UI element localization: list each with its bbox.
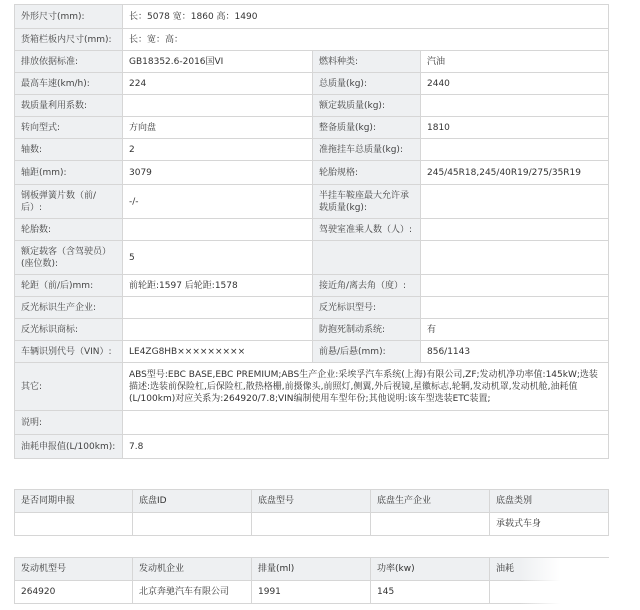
spec-row: [15, 241, 609, 275]
spec-label-cell: 最高车速(km/h):: [15, 73, 123, 95]
spec-value-cell: 长：5078 宽：1860 高：1490: [123, 5, 609, 29]
spec-row: [15, 161, 609, 185]
chassis-value-cell: [15, 513, 133, 536]
spec-label-cell: [313, 241, 421, 275]
spec-row: [15, 363, 609, 411]
spec-value-cell: [421, 297, 609, 319]
spec-value-cell: -/-: [123, 185, 313, 219]
chassis-value-cell: [133, 513, 252, 536]
spec-label-cell: 轮距（前/后)mm:: [15, 275, 123, 297]
engine-header-cell: 油耗: [490, 558, 609, 581]
spec-label-cell: 额定载质量(kg):: [313, 95, 421, 117]
spec-row: [15, 29, 609, 51]
spec-value-cell: LE4ZG8HB×××××××××: [123, 341, 313, 363]
spec-label-cell: 外形尺寸(mm):: [15, 5, 123, 29]
spec-label-cell: 整备质量(kg):: [313, 117, 421, 139]
spec-label-cell: 反光标识生产企业:: [15, 297, 123, 319]
spec-value-cell: [421, 241, 609, 275]
spec-row: [15, 219, 609, 241]
spec-value-cell: [421, 275, 609, 297]
spec-value-cell: ABS型号:EBC BASE,EBC PREMIUM;ABS生产企业:采埃孚汽车系统(上海)有限公司,ZF;发动机净功率值:145kW;选装描述:选装前保险杠,后保险杠,散热格栅,前摄像头,前照灯,侧翼,外后视镜,星徽标志,轮辋,发动机罩,发动机舱,油耗值(L/100km)对应关系为:264920/7.8;VIN编制使用车型年份;其他说明:该车型选装ETC装置;: [123, 363, 609, 411]
spec-label-cell: 接近角/离去角（度）:: [313, 275, 421, 297]
spec-value-cell: 224: [123, 73, 313, 95]
spec-row: [15, 95, 609, 117]
chassis-value-cell: [252, 513, 371, 536]
spec-label-cell: 钢板弹簧片数（前/后）:: [15, 185, 123, 219]
spec-row: [15, 341, 609, 363]
spec-label-cell: 反光标识型号:: [313, 297, 421, 319]
spec-value-cell: 1810: [421, 117, 609, 139]
spec-row: [15, 185, 609, 219]
spec-value-cell: 2: [123, 139, 313, 161]
spec-label-cell: 转向型式:: [15, 117, 123, 139]
spec-label-cell: 排放依据标准:: [15, 51, 123, 73]
spec-value-cell: 7.8: [123, 435, 609, 459]
spec-row: [15, 411, 609, 435]
spec-label-cell: 准拖挂车总质量(kg):: [313, 139, 421, 161]
spec-value-cell: [123, 319, 313, 341]
spec-value-cell: GB18352.6-2016国VI: [123, 51, 313, 73]
chassis-value-cell: 承载式车身: [490, 513, 609, 536]
engine-header-cell: 发动机企业: [133, 558, 252, 581]
spec-label-cell: 前悬/后悬(mm):: [313, 341, 421, 363]
spec-label-cell: 轴距(mm):: [15, 161, 123, 185]
spec-row: [15, 435, 609, 459]
chassis-header-cell: 底盘ID: [133, 490, 252, 513]
spec-value-cell: [421, 95, 609, 117]
spec-label-cell: 额定载客（含驾驶员）(座位数):: [15, 241, 123, 275]
spec-value-cell: [421, 139, 609, 161]
engine-header-cell: 功率(kw): [371, 558, 490, 581]
spec-value-cell: 有: [421, 319, 609, 341]
spec-value-cell: [123, 95, 313, 117]
engine-header-cell: 排量(ml): [252, 558, 371, 581]
spec-value-cell: [421, 185, 609, 219]
spec-label-cell: 驾驶室准乘人数（人）:: [313, 219, 421, 241]
spec-value-cell: 3079: [123, 161, 313, 185]
spec-label-cell: 总质量(kg):: [313, 73, 421, 95]
spec-label-cell: 半挂车鞍座最大允许承载质量(kg):: [313, 185, 421, 219]
spec-label-cell: 货箱栏板内尺寸(mm):: [15, 29, 123, 51]
chassis-header-row: [15, 490, 609, 513]
spec-row: [15, 73, 609, 95]
chassis-table: [14, 489, 609, 536]
chassis-value-row: [15, 513, 609, 536]
engine-value-cell: 264920: [15, 581, 133, 604]
spec-label-cell: 轮胎数:: [15, 219, 123, 241]
chassis-header-cell: 底盘生产企业: [371, 490, 490, 513]
engine-value-cell: 145: [371, 581, 490, 604]
vehicle-spec-table: [14, 4, 609, 459]
chassis-header-cell: 是否同期申报: [15, 490, 133, 513]
spec-label-cell: 油耗申报值(L/100km):: [15, 435, 123, 459]
edge-fade: [520, 558, 610, 608]
chassis-header-cell: 底盘类别: [490, 490, 609, 513]
spec-value-cell: [123, 219, 313, 241]
spec-value-cell: 5: [123, 241, 313, 275]
spec-row: [15, 139, 609, 161]
engine-value-cell: 北京奔驰汽车有限公司: [133, 581, 252, 604]
spec-label-cell: 轴数:: [15, 139, 123, 161]
spec-value-cell: [123, 411, 609, 435]
engine-value-cell: 1991: [252, 581, 371, 604]
spec-label-cell: 说明:: [15, 411, 123, 435]
spec-row: [15, 275, 609, 297]
spec-value-cell: 245/45R18,245/40R19/275/35R19: [421, 161, 609, 185]
spec-value-cell: [421, 219, 609, 241]
engine-header-cell: 发动机型号: [15, 558, 133, 581]
spec-value-cell: 汽油: [421, 51, 609, 73]
spec-value-cell: 方向盘: [123, 117, 313, 139]
spec-label-cell: 载质量利用系数:: [15, 95, 123, 117]
spec-value-cell: [123, 297, 313, 319]
spec-value-cell: 长：宽：高：: [123, 29, 609, 51]
spec-value-cell: 前轮距:1597 后轮距:1578: [123, 275, 313, 297]
spec-label-cell: 其它:: [15, 363, 123, 411]
chassis-header-cell: 底盘型号: [252, 490, 371, 513]
spec-value-cell: 2440: [421, 73, 609, 95]
chassis-value-cell: [371, 513, 490, 536]
spec-row: [15, 319, 609, 341]
spec-label-cell: 轮胎规格:: [313, 161, 421, 185]
spec-value-cell: 856/1143: [421, 341, 609, 363]
spec-row: [15, 117, 609, 139]
spec-row: [15, 51, 609, 73]
spec-label-cell: 反光标识商标:: [15, 319, 123, 341]
spec-label-cell: 车辆识别代号（VIN）:: [15, 341, 123, 363]
spec-label-cell: 防抱死制动系统:: [313, 319, 421, 341]
spec-label-cell: 燃料种类:: [313, 51, 421, 73]
spec-row: [15, 297, 609, 319]
spec-row: [15, 5, 609, 29]
